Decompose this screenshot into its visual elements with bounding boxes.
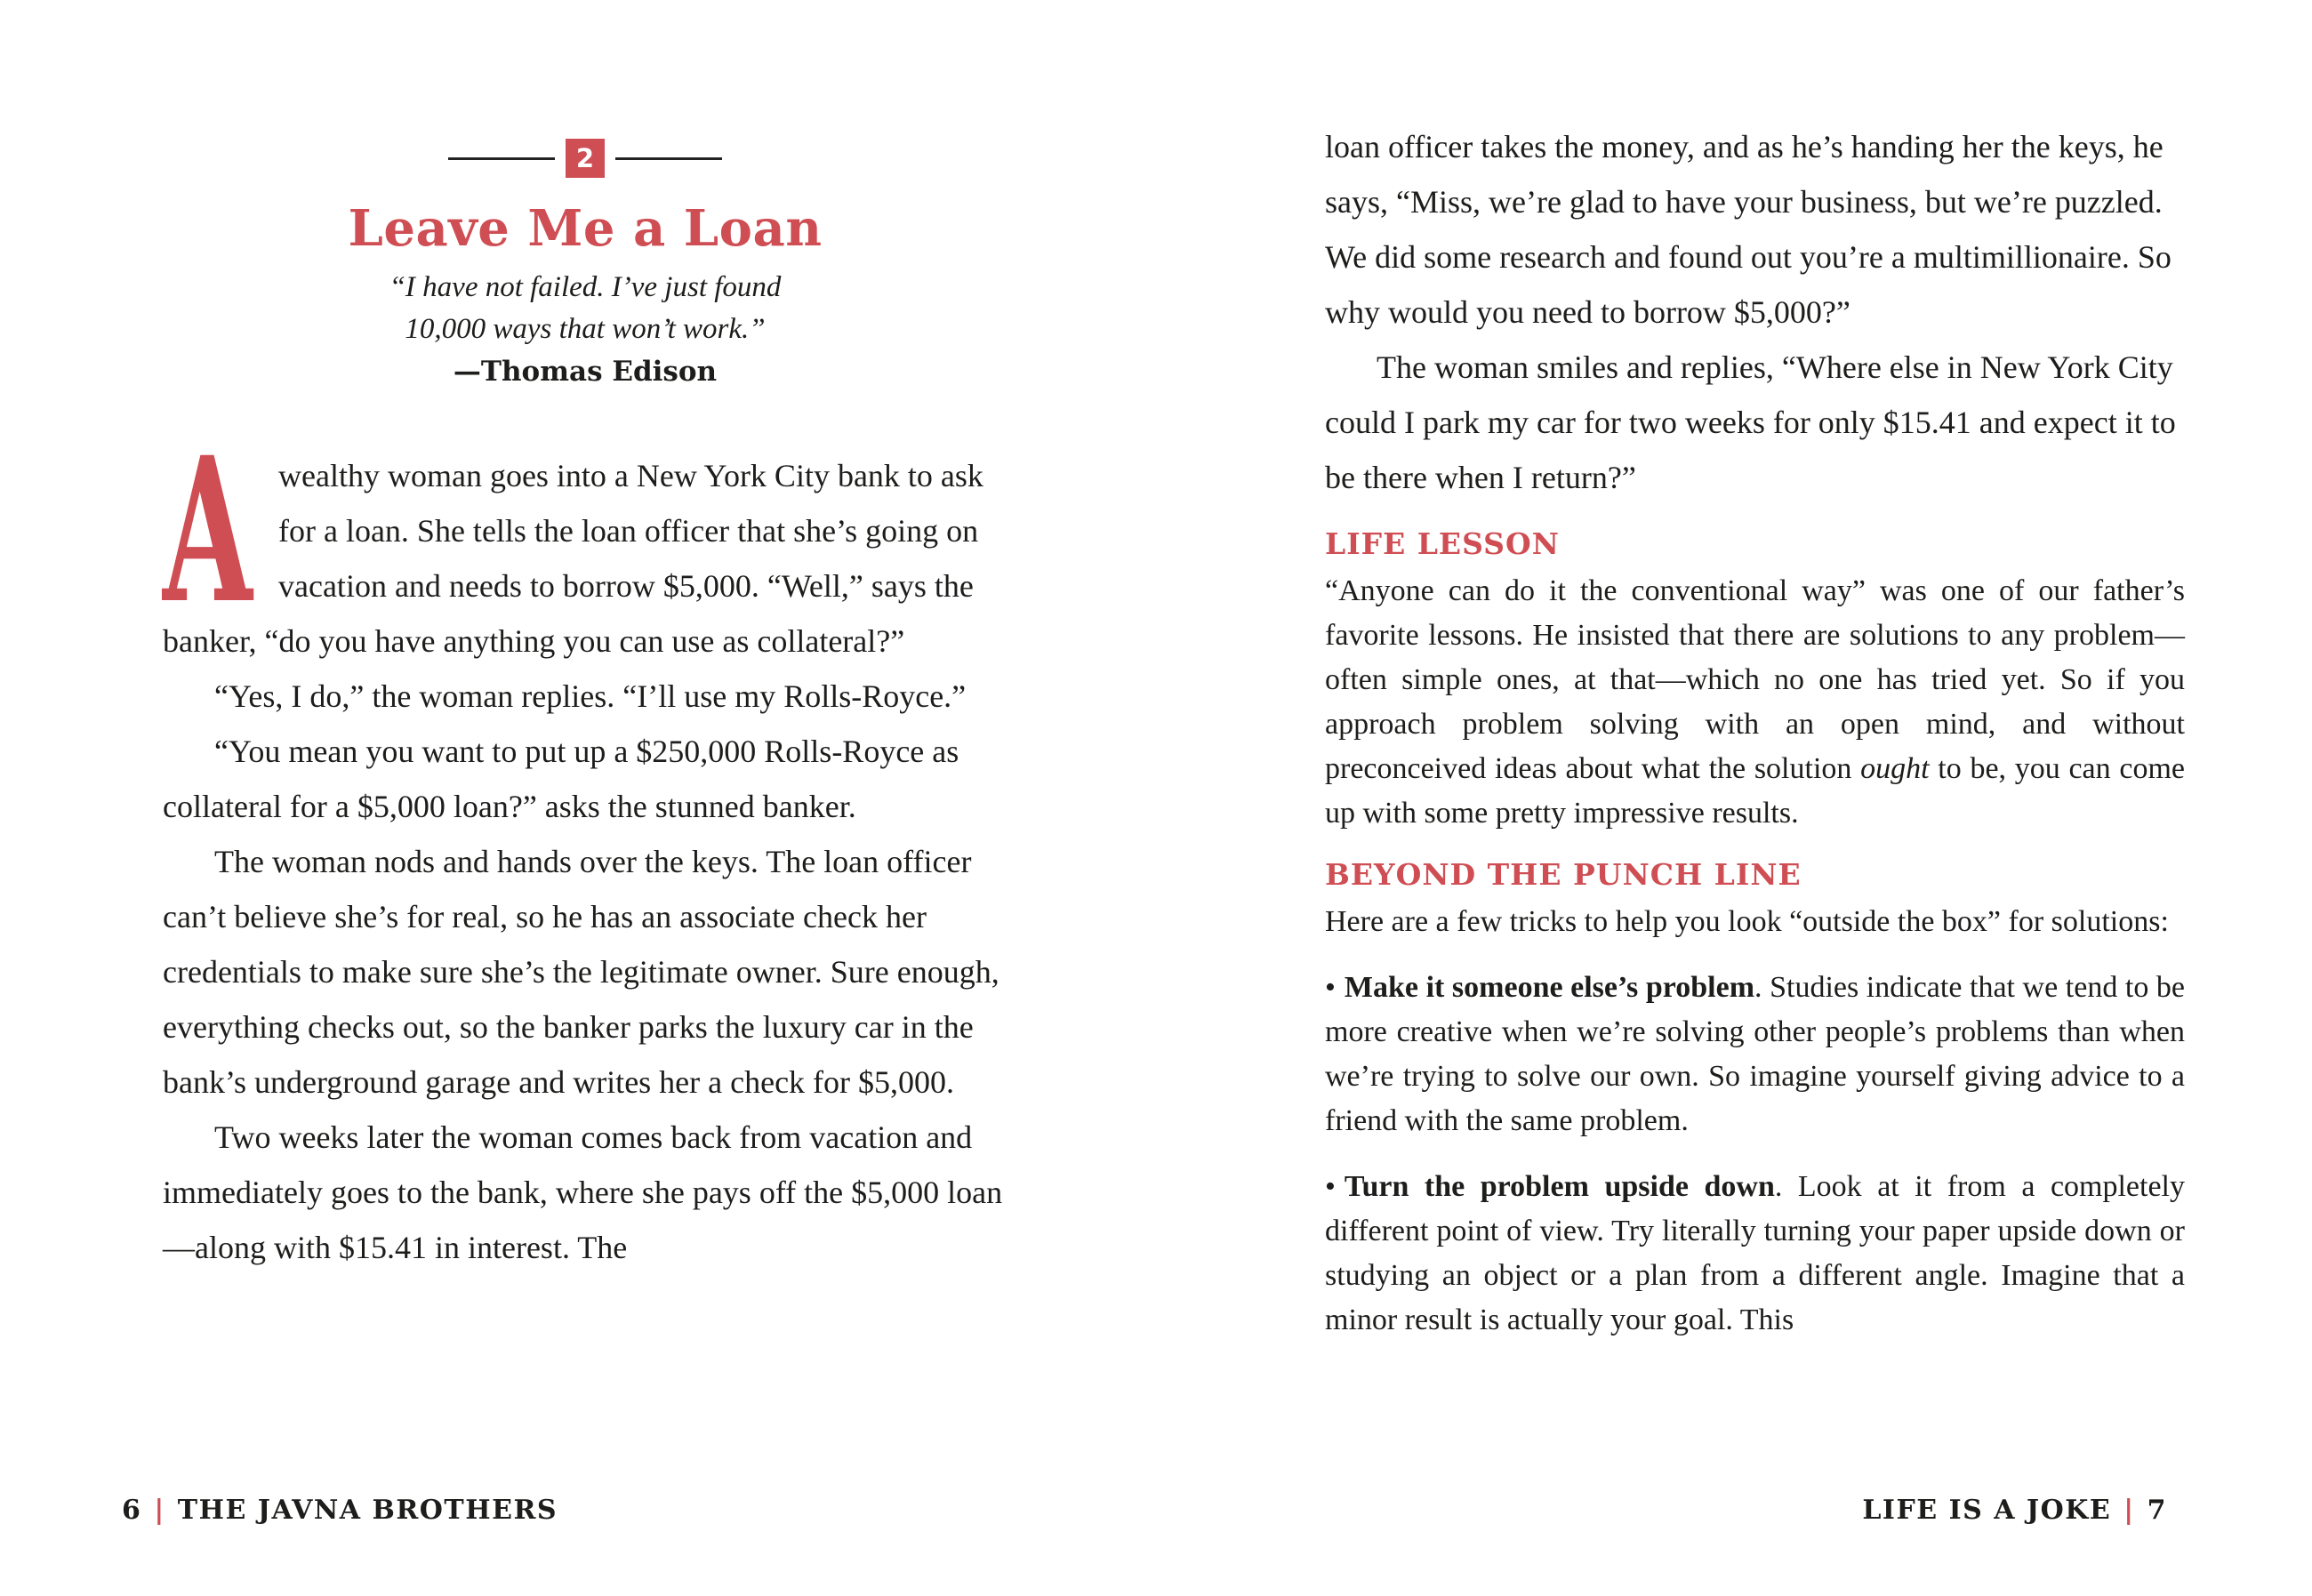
ornament-rule-left [448,157,555,160]
life-lesson-body [1325,569,2185,836]
chapter-head [163,139,1007,393]
story-paragraph: “Yes, I do,” the woman replies. “I’ll use my Rolls-Royce.” [214,678,967,714]
tip-text: . Look at it from a completely different point of view. Try literally turning your paper upside down or studying an object or a plan from a different angle. Imagine that a minor result is actually your goal. This [1325,1170,2186,1336]
chapter-number-badge: 2 [566,139,605,178]
story-paragraph: The woman smiles and replies, “Where else in New York City could I park my car for two weeks for only $15.41 and expect it to be there when I return?” [1325,349,2176,495]
story-paragraph: The woman nods and hands over the keys. The loan officer can’t believe she’s for real, so he has an associate check her credentials to make sure she’s the legitimate owner. Sure enough, everything checks out, so the banker parks the luxury car in the bank’s underground garage and writes her a check for $5,000. [163,844,999,1100]
chapter-ornament [163,139,1007,178]
life-lesson-text: to be, you can come up with some pretty impressive results. [1325,752,2185,830]
right-page-footer [1862,1496,2167,1526]
life-lesson-heading: LIFE LESSON [1325,526,1560,561]
left-page-footer [122,1496,558,1526]
epigraph [163,267,1007,393]
bullet-marker: • [1325,1170,1336,1203]
page-number: 7 [2147,1495,2167,1526]
drop-cap-letter: A [163,413,253,647]
life-lesson-text: “Anyone can do it the conventional way” was one of our father’s favorite lessons. He insisted that there are solutions to any problem—often simple ones, at that—which no one has tried yet. So if you approach problem solving with an open mind, and without preconceived ideas about what the solution [1325,574,2185,785]
footer-separator: | [154,1495,165,1526]
life-lesson-italic-word: ought [1860,752,1930,785]
footer-separator: | [2123,1495,2135,1526]
tip-text: . Studies indicate that we tend to be more creative when we’re solving other people’s problems than when we’re trying to solve our own. So imagine yourself giving advice to a friend with the same problem. [1325,971,2186,1137]
story-paragraph [163,413,1007,669]
running-title-book: LIFE IS A JOKE [1862,1495,2112,1526]
drop-cap [163,413,262,647]
tip-bullet [1325,966,2185,1143]
ornament-rule-right [615,157,722,160]
beyond-punchline-heading: BEYOND THE PUNCH LINE [1325,857,1802,892]
story-paragraph-continuation: loan officer takes the money, and as he’s handing her the keys, he says, “Miss, we’re glad to have your business, but we’re puzzled. We did some research and found out you’re a multimillionaire. So why would you need to borrow $5,000?” [1325,129,2172,330]
story-paragraph-text: wealthy woman goes into a New York City bank to ask for a loan. She tells the loan officer that she’s going on vacation and needs to borrow $5,000. “Well,” says the banker, “do you have anything you can use as collateral?” [163,458,983,659]
tip-bullet [1325,1165,2185,1343]
story-body-left [163,413,1007,1275]
page-number: 6 [122,1495,142,1526]
beyond-punchline-intro: Here are a few tricks to help you look “outside the box” for solutions: [1325,905,2169,938]
chapter-title: Leave Me a Loan [348,199,823,258]
epigraph-attribution: —Thomas Edison [453,356,718,388]
epigraph-line: “I have not failed. I’ve just found [389,271,782,303]
epigraph-line: 10,000 ways that won’t work.” [405,313,766,345]
right-page [1325,0,2185,1343]
left-page [163,0,1007,1275]
story-paragraph: “You mean you want to put up a $250,000 Rolls-Royce as collateral for a $5,000 loan?” asks the stunned banker. [163,734,959,824]
tip-bold-leadin: Make it someone else’s problem [1344,971,1755,1004]
story-paragraph: Two weeks later the woman comes back from vacation and immediately goes to the bank, where she pays off the $5,000 loan—along with $15.41 in interest. The [163,1119,1003,1265]
tip-bold-leadin: Turn the problem upside down [1344,1170,1775,1203]
running-title-authors: THE JAVNA BROTHERS [177,1495,558,1526]
bullet-marker: • [1325,971,1336,1004]
